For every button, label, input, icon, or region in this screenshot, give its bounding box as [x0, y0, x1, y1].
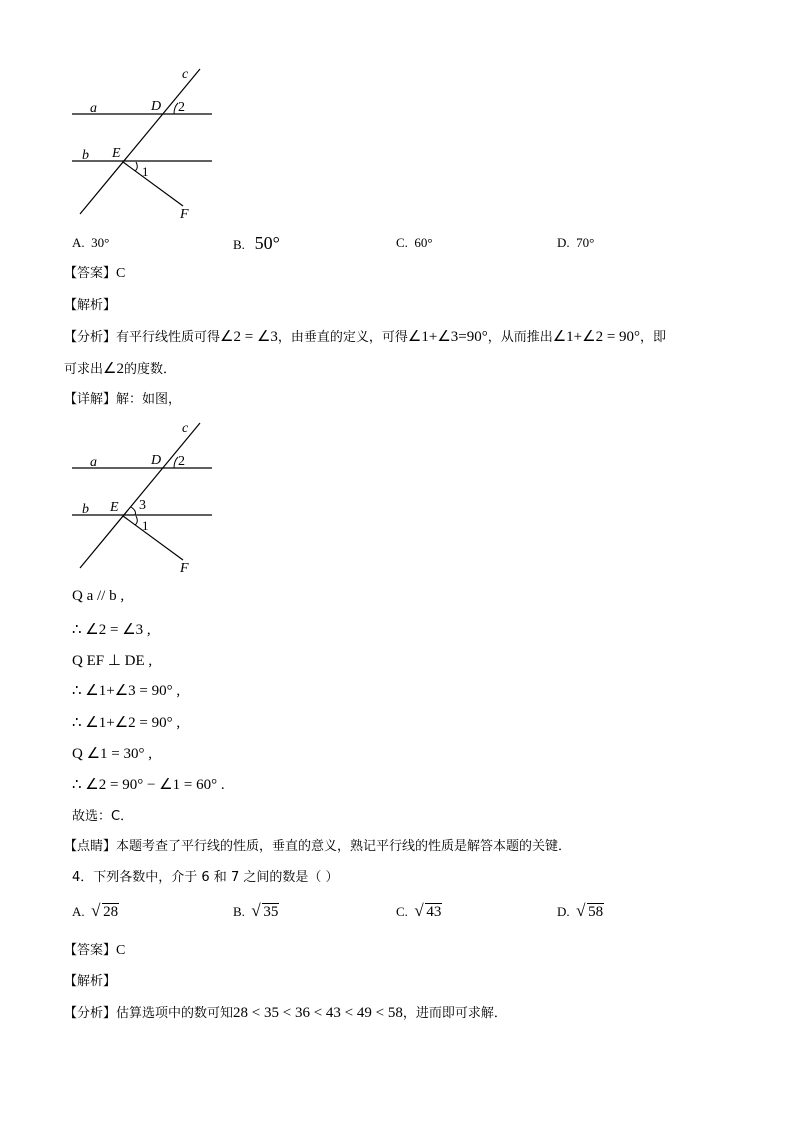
fenxi-text: ，从而推出	[487, 330, 553, 345]
label-angle-1: 1	[142, 518, 149, 533]
figure-parallel-lines-1	[60, 62, 230, 227]
step-6: Q ∠1 = 30° ,	[72, 746, 152, 762]
label-angle-1: 1	[142, 164, 149, 179]
q3-detail	[64, 391, 181, 409]
label-D: D	[151, 453, 162, 468]
angle-3-arc	[131, 507, 136, 515]
q4-option-c	[396, 901, 442, 921]
label-b: b	[82, 502, 89, 517]
q3-answer	[64, 265, 125, 283]
sqrt: √ 43	[414, 901, 442, 920]
option-letter: D.	[557, 235, 570, 250]
label-c: c	[182, 67, 189, 82]
fenxi-text: ，进而即可求解．	[402, 1006, 507, 1021]
detail-tag: 【详解】	[64, 392, 117, 407]
option-letter: C.	[396, 235, 408, 250]
q4-fenxi	[64, 1004, 507, 1023]
angle-1-arc	[135, 516, 137, 525]
q3-fenxi-line2	[64, 360, 176, 379]
q4-answer	[64, 942, 125, 960]
label-angle-2: 2	[178, 100, 185, 115]
option-value: 30°	[91, 235, 110, 250]
equation: 28 < 35 < 36 < 43 < 49 < 58	[233, 1005, 403, 1021]
label-a: a	[90, 101, 97, 116]
sqrt: √ 35	[251, 901, 279, 920]
radicand: 35	[263, 904, 279, 920]
q4-option-b	[233, 901, 279, 921]
equation: ∠2	[103, 361, 124, 377]
label-E: E	[110, 500, 119, 515]
line-c	[80, 423, 200, 568]
q3-option-d	[557, 235, 594, 251]
comment-text: 本题考查了平行线的性质，垂直的意义，熟记平行线的性质是解答本题的关键．	[116, 839, 572, 854]
radicand: 43	[426, 904, 442, 920]
radicand: 58	[588, 904, 604, 920]
fenxi-tag: 【分析】	[64, 330, 117, 345]
figure-parallel-lines-2	[60, 416, 230, 581]
step-1: Q a // b ,	[72, 588, 125, 604]
option-value: 50°	[254, 233, 280, 253]
option-letter: A.	[72, 235, 85, 250]
q4-option-a	[72, 901, 119, 921]
comment-tag: 【点睛】	[64, 839, 117, 854]
label-angle-3: 3	[139, 498, 146, 513]
step-2: ∴ ∠2 = ∠3 ,	[72, 622, 151, 638]
fenxi-tag: 【分析】	[64, 1006, 117, 1021]
answer-tag: 【答案】	[64, 266, 117, 281]
equation: ∠1+∠3=90°	[407, 329, 488, 345]
fenxi-text: ，由垂直的定义，可得	[277, 330, 408, 345]
fenxi-text: 有平行线性质可得	[116, 330, 221, 345]
detail-text: 解：如图，	[116, 392, 182, 407]
q4-analysis-tag: 【解析】	[64, 974, 117, 989]
fenxi-text: 的度数．	[123, 362, 176, 377]
line-EF	[123, 516, 183, 560]
option-letter: C.	[396, 904, 408, 919]
step-8: 故选：C．	[72, 809, 134, 824]
q3-option-c	[396, 235, 433, 251]
q3-option-a	[72, 235, 109, 251]
equation: ∠1+∠2 = 90°	[552, 329, 641, 345]
option-letter: B.	[233, 237, 245, 252]
fenxi-text: 估算选项中的数可知	[116, 1006, 234, 1021]
q3-fenxi-line1	[64, 328, 666, 347]
q3-option-b	[233, 233, 280, 254]
answer-tag: 【答案】	[64, 943, 117, 958]
label-c: c	[182, 421, 189, 436]
label-a: a	[90, 455, 97, 470]
line-c	[80, 69, 200, 214]
option-letter: B.	[233, 904, 245, 919]
option-value: 60°	[414, 235, 433, 250]
angle-1-arc	[135, 162, 137, 171]
answer-value: C	[116, 943, 126, 958]
step-4: ∴ ∠1+∠3 = 90° ,	[72, 683, 181, 699]
option-value: 70°	[576, 235, 595, 250]
q4-option-d	[557, 901, 604, 921]
label-F: F	[180, 561, 189, 576]
fenxi-text: 可求出	[64, 362, 104, 377]
option-letter: A.	[72, 904, 85, 919]
label-D: D	[151, 99, 162, 114]
q3-analysis-tag: 【解析】	[64, 298, 117, 313]
label-b: b	[82, 148, 89, 163]
sqrt: √ 58	[576, 901, 604, 920]
q4-stem: 4．下列各数中，介于 6 和 7 之间的数是（ ）	[72, 870, 339, 885]
step-7: ∴ ∠2 = 90° − ∠1 = 60° .	[72, 777, 225, 793]
line-EF	[123, 162, 183, 206]
label-F: F	[180, 207, 189, 222]
answer-value: C	[116, 266, 126, 281]
option-letter: D.	[557, 904, 570, 919]
sqrt: √ 28	[91, 901, 119, 920]
step-3: Q EF ⊥ DE ,	[72, 653, 153, 669]
equation: ∠2 = ∠3	[220, 329, 278, 345]
fenxi-text: ，即	[640, 330, 667, 345]
step-5: ∴ ∠1+∠2 = 90° ,	[72, 715, 181, 731]
label-E: E	[112, 146, 121, 161]
radicand: 28	[103, 904, 119, 920]
label-angle-2: 2	[178, 454, 185, 469]
q3-comment	[64, 838, 571, 856]
